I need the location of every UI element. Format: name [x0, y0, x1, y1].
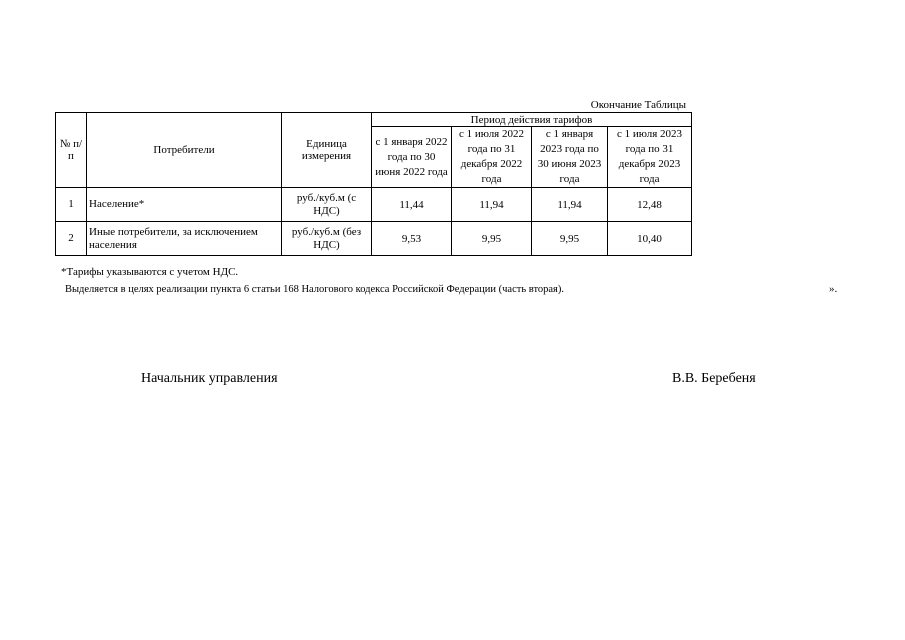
- table-row: [56, 222, 692, 256]
- row-num: 2: [56, 222, 87, 256]
- signer-name: В.В. Беребеня: [672, 371, 756, 386]
- row-value: 9,95: [532, 222, 608, 256]
- row-value: 11,44: [372, 188, 452, 222]
- header-period-4: с 1 июля 2023 года по 31 декабря 2023 года: [608, 127, 692, 188]
- header-period: Период действия тарифов: [372, 113, 692, 127]
- row-value: 11,94: [532, 188, 608, 222]
- header-period-1: с 1 января 2022 года по 30 июня 2022 года: [372, 127, 452, 188]
- signer-position: Начальник управления: [141, 371, 278, 386]
- header-unit: Единица измерения: [282, 113, 372, 188]
- tariff-table: [55, 112, 692, 256]
- header-period-3: с 1 января 2023 года по 30 июня 2023 года: [532, 127, 608, 188]
- row-value: 9,95: [452, 222, 532, 256]
- table-caption: Окончание Таблицы: [590, 99, 686, 111]
- row-value: 10,40: [608, 222, 692, 256]
- header-consumers: Потребители: [87, 113, 282, 188]
- header-num: № п/п: [56, 113, 87, 188]
- row-value: 11,94: [452, 188, 532, 222]
- footnote: *Тарифы указываются с учетом НДС.: [61, 266, 239, 278]
- row-value: 9,53: [372, 222, 452, 256]
- closing-quote: ».: [829, 283, 838, 295]
- table-row: [56, 188, 692, 222]
- row-unit: руб./куб.м (с НДС): [282, 188, 372, 222]
- row-consumer: Население*: [87, 188, 282, 222]
- row-unit: руб./куб.м (без НДС): [282, 222, 372, 256]
- row-value: 12,48: [608, 188, 692, 222]
- tax-note: Выделяется в целях реализации пункта 6 статьи 168 Налогового кодекса Российской Федерации (часть вторая).: [65, 284, 565, 295]
- header-period-2: с 1 июля 2022 года по 31 декабря 2022 года: [452, 127, 532, 188]
- row-num: 1: [56, 188, 87, 222]
- row-consumer: Иные потребители, за исключением населения: [87, 222, 282, 256]
- header-row: [56, 113, 692, 127]
